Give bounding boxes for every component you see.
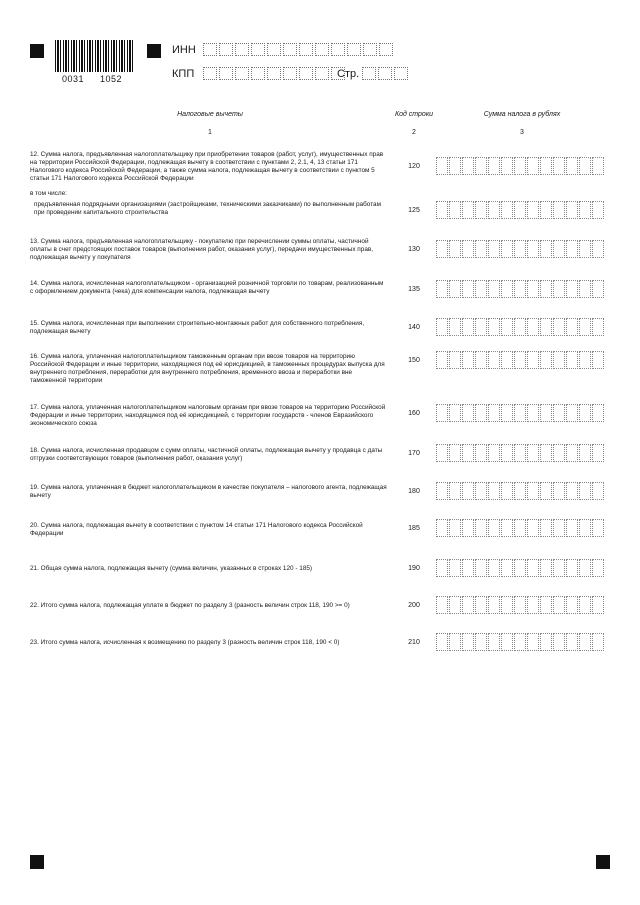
deduction-line-text: 19. Сумма налога, уплаченная в бюджет налогоплательщиком в качестве покупателя – налогового агента, подлежащая вычету (30, 484, 387, 499)
registration-marker-top-right (147, 44, 161, 58)
kpp-field[interactable] (203, 67, 347, 80)
line-code: 210 (408, 639, 420, 646)
amount-field-180[interactable] (436, 482, 605, 500)
line-code: 150 (408, 357, 420, 364)
amount-field-150[interactable] (436, 351, 605, 369)
deduction-line-text: 13. Сумма налога, предъявленная налогоплательщику - покупателю при перечислении суммы оплаты, частичной оплаты в счет предстоящих поставок товаров (выполнения работ, оказания услуг), передачи имущественных прав, подлежащая вычету у покупателя (30, 238, 374, 261)
line-code: 185 (408, 525, 420, 532)
deduction-line-text: 16. Сумма налога, уплаченная налогоплательщиком таможенным органам при ввозе товаров на территорию Российской Федерации и иные территории, находящиеся под её юрисдикцией, в таможенных процедурах выпуска для внутреннего потребления, переработки для внутреннего потребления, временного ввоза и переработки вне таможенной территории (30, 353, 385, 384)
page-number-field[interactable] (362, 67, 410, 80)
deduction-line-text: предъявленная подрядными организациями (застройщиками, техническими заказчиками) по выполненным работам при проведении капитального строительства (34, 201, 381, 216)
line-code: 180 (408, 488, 420, 495)
barcode-image (55, 40, 133, 72)
line-code: 160 (408, 410, 420, 417)
inn-label: ИНН (172, 44, 196, 56)
deduction-line-text: 22. Итого сумма налога, подлежащая уплате в бюджет по разделу 3 (разность величин строк 118, 190 >= 0) (30, 602, 350, 609)
line-code: 140 (408, 324, 420, 331)
deduction-line-text: 17. Сумма налога, уплаченная налогоплательщиком налоговым органам при ввозе товаров на территорию Российской Федерации и иные территории, находящиеся под её юрисдикцией, с территории государств - членов Евразийского экономического союза (30, 404, 386, 427)
line-code: 170 (408, 450, 420, 457)
column-title-tax-amount: Сумма налога в рублях (483, 111, 561, 118)
amount-field-135[interactable] (436, 280, 605, 298)
amount-field-200[interactable] (436, 596, 605, 614)
deduction-line-text: 14. Сумма налога, исчисленная налогоплательщиком - организацией розничной торговли по товарам, реализованным с оформлением документа (чека) для компенсации налога, подлежащая вычету (30, 280, 384, 295)
line-code: 190 (408, 565, 420, 572)
registration-marker-bottom-right (596, 855, 610, 869)
deduction-line-text: 12. Сумма налога, предъявленная налогоплательщику при приобретении товаров (работ, услуг), имущественных прав на территории Российской Федерации, подлежащая вычету в соответствии с пунктами 2, 2.1, 4, 13 статьи 171 Налогового кодекса Российской Федерации, а также сумма налога, подлежащая вычету в соответствии с пунктом 5 статьи 171 Налогового кодекса Российской Федерации (30, 151, 384, 182)
amount-field-190[interactable] (436, 559, 605, 577)
line-code: 125 (408, 207, 420, 214)
column-number-3: 3 (520, 129, 524, 136)
amount-field-130[interactable] (436, 240, 605, 258)
amount-field-125[interactable] (436, 201, 605, 219)
deduction-line-text: 18. Сумма налога, исчисленная продавцом с сумм оплаты, частичной оплаты, подлежащая вычету у продавца с даты отгрузки соответствующих товаров (выполнения работ, оказания услуг) (30, 447, 383, 462)
inn-field[interactable] (203, 43, 395, 56)
column-number-2: 2 (412, 129, 416, 136)
page-label: Стр. (337, 68, 360, 80)
column-number-1: 1 (208, 129, 212, 136)
deduction-line-text: 23. Итого сумма налога, исчисленная к возмещению по разделу 3 (разность величин строк 118, 190 < 0) (30, 639, 340, 646)
amount-field-170[interactable] (436, 444, 605, 462)
deduction-line-text: 20. Сумма налога, подлежащая вычету в соответствии с пунктом 14 статьи 171 Налогового кодекса Российской Федерации (30, 522, 363, 537)
barcode-number-right: 1052 (100, 74, 123, 84)
registration-marker-bottom-left (30, 855, 44, 869)
amount-field-210[interactable] (436, 633, 605, 651)
line-code: 130 (408, 246, 420, 253)
amount-field-120[interactable] (436, 157, 605, 175)
barcode-number-left: 0031 (62, 74, 85, 84)
line-code: 120 (408, 163, 420, 170)
column-title-deductions: Налоговые вычеты (177, 111, 243, 118)
column-title-line-code: Код строки (394, 111, 434, 118)
line-code: 135 (408, 286, 420, 293)
amount-field-160[interactable] (436, 404, 605, 422)
amount-field-140[interactable] (436, 318, 605, 336)
line-code: 200 (408, 602, 420, 609)
in-that-number-label: в том числе: (30, 190, 67, 197)
kpp-label: КПП (172, 68, 195, 80)
registration-marker-top-left (30, 44, 44, 58)
deduction-line-text: 21. Общая сумма налога, подлежащая вычету (сумма величин, указанных в строках 120 - 185) (30, 565, 313, 572)
amount-field-185[interactable] (436, 519, 605, 537)
deduction-line-text: 15. Сумма налога, исчисленная при выполнении строительно-монтажных работ для собственного потребления, подлежащая вычету (30, 320, 365, 335)
